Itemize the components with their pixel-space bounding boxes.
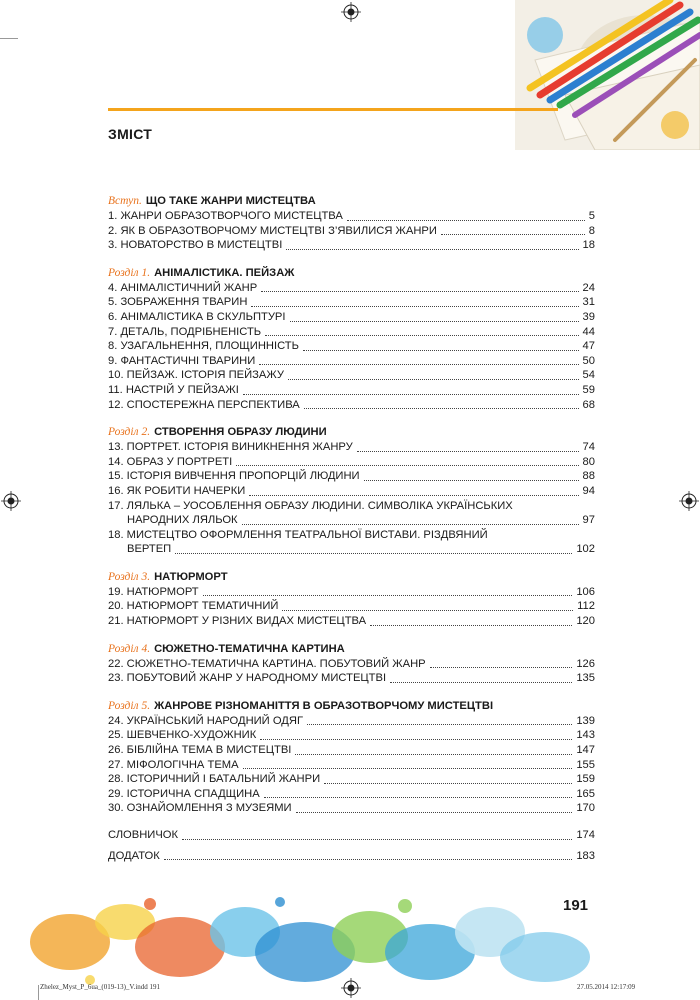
toc-entry[interactable]: 15. ІСТОРІЯ ВИВЧЕННЯ ПРОПОРЦІЙ ЛЮДИНИ 88 (108, 470, 595, 483)
page-ref: 139 (576, 714, 595, 727)
title-rule (108, 108, 558, 111)
page-ref: 80 (582, 455, 595, 468)
page-ref: 54 (582, 369, 595, 382)
page-ref: 135 (576, 672, 595, 685)
toc-entry[interactable]: 26. БІБЛІЙНА ТЕМА В МИСТЕЦТВІ 147 (108, 744, 595, 757)
print-footer-date: 27.05.2014 12:17:09 (577, 983, 636, 991)
toc-entry-wrapped[interactable]: 18. МИСТЕЦТВО ОФОРМЛЕННЯ ТЕАТРАЛЬНОЇ ВИСТАВИ. РІЗДВЯНИЙ ВЕРТЕП 102 (108, 528, 595, 556)
page-ref: 47 (582, 340, 595, 353)
page-ref: 106 (576, 585, 595, 598)
toc-entry[interactable]: 7. ДЕТАЛЬ, ПОДРІБНЕНІСТЬ 44 (108, 325, 595, 338)
toc-section-5 (108, 698, 595, 816)
page-ref: 59 (582, 383, 595, 396)
page-ref: 159 (576, 773, 595, 786)
toc-entry[interactable]: 14. ОБРАЗ У ПОРТРЕТІ 80 (108, 455, 595, 468)
page-ref: 68 (582, 398, 595, 411)
toc-entry[interactable]: 5. ЗОБРАЖЕННЯ ТВАРИН 31 (108, 296, 595, 309)
toc-entry-wrapped[interactable]: 17. ЛЯЛЬКА – УОСОБЛЕННЯ ОБРАЗУ ЛЮДИНИ. СИМВОЛІКА УКРАЇНСЬКИХ НАРОДНИХ ЛЯЛЬОК 97 (108, 499, 595, 527)
toc-entry[interactable]: 29. ІСТОРИЧНА СПАДЩИНА 165 (108, 787, 595, 800)
page-ref: 97 (582, 514, 595, 527)
page-ref: 112 (577, 600, 595, 613)
page-ref: 18 (582, 239, 595, 252)
toc-entry[interactable]: 25. ШЕВЧЕНКО-ХУДОЖНИК 143 (108, 729, 595, 742)
toc-entry[interactable]: 13. ПОРТРЕТ. ІСТОРІЯ ВИНИКНЕННЯ ЖАНРУ 74 (108, 441, 595, 454)
section-title: ЩО ТАКЕ ЖАНРИ МИСТЕЦТВА (145, 195, 316, 207)
page-ref: 74 (582, 441, 595, 454)
page-ref: 94 (582, 484, 595, 497)
toc-entry[interactable]: 3. НОВАТОРСТВО В МИСТЕЦТВІ 18 (108, 239, 595, 252)
toc-entry[interactable]: 12. СПОСТЕРЕЖНА ПЕРСПЕКТИВА 68 (108, 398, 595, 411)
registration-mark-right (679, 491, 699, 511)
page-ref: 165 (576, 787, 595, 800)
section-label: Розділ 3. (108, 570, 151, 583)
page-ref: 155 (576, 758, 595, 771)
print-footer-file: Zhelez_Myst_P_6ua_(019-13)_V.indd 191 (40, 983, 161, 991)
page-ref: 126 (576, 657, 595, 670)
toc-entry[interactable]: 10. ПЕЙЗАЖ. ІСТОРІЯ ПЕЙЗАЖУ 54 (108, 369, 595, 382)
toc-entry-glossary[interactable]: СЛОВНИЧОК 174 (108, 829, 595, 841)
page-ref: 120 (576, 615, 595, 628)
page-ref: 24 (582, 281, 595, 294)
page-ref: 183 (576, 849, 595, 862)
toc-entry[interactable]: 28. ІСТОРИЧНИЙ І БАТАЛЬНИЙ ЖАНРИ 159 (108, 773, 595, 786)
crop-mark-bottom-left (38, 985, 39, 1000)
toc-section-4 (108, 641, 595, 686)
toc-entry[interactable]: 23. ПОБУТОВИЙ ЖАНР У НАРОДНОМУ МИСТЕЦТВІ 135 (108, 672, 595, 685)
toc-entry[interactable]: 19. НАТЮРМОРТ 106 (108, 585, 595, 598)
toc-entry[interactable]: 27. МІФОЛОГІЧНА ТЕМА 155 (108, 758, 595, 771)
toc-entry[interactable]: 9. ФАНТАСТИЧНІ ТВАРИНИ 50 (108, 354, 595, 367)
section-label: Розділ 1. (108, 266, 151, 279)
section-title: АНІМАЛІСТИКА. ПЕЙЗАЖ (154, 266, 295, 279)
table-of-contents (108, 193, 595, 863)
section-label: Вступ. (108, 195, 142, 207)
toc-section-intro (108, 193, 595, 253)
page-ref: 102 (576, 543, 595, 556)
page-ref: 5 (588, 210, 595, 222)
toc-entry[interactable]: 2. ЯК В ОБРАЗОТВОРЧОМУ МИСТЕЦТВІ З’ЯВИЛИСЯ ЖАНРИ 8 (108, 224, 595, 237)
page-ref: 88 (582, 470, 595, 483)
toc-entry[interactable]: 16. ЯК РОБИТИ НАЧЕРКИ 94 (108, 484, 595, 497)
toc-entry[interactable]: 11. НАСТРІЙ У ПЕЙЗАЖІ 59 (108, 383, 595, 396)
page-ref: 143 (576, 729, 595, 742)
page-ref: 147 (576, 744, 595, 757)
section-title: СЮЖЕТНО-ТЕМАТИЧНА КАРТИНА (154, 642, 345, 655)
toc-entry[interactable]: 6. АНІМАЛІСТИКА В СКУЛЬПТУРІ 39 (108, 310, 595, 323)
section-title: ЖАНРОВЕ РІЗНОМАНІТТЯ В ОБРАЗОТВОРЧОМУ МИСТЕЦТВІ (154, 699, 494, 712)
art-supplies-image (505, 0, 700, 150)
page-ref: 8 (588, 224, 595, 237)
paint-splash-decoration (30, 892, 600, 987)
page-ref: 44 (582, 325, 595, 338)
toc-section-3 (108, 569, 595, 629)
toc-entry[interactable]: 8. УЗАГАЛЬНЕННЯ, ПЛОЩИННІСТЬ 47 (108, 340, 595, 353)
registration-mark-top (341, 2, 361, 22)
toc-entry[interactable]: 30. ОЗНАЙОМЛЕННЯ З МУЗЕЯМИ 170 (108, 802, 595, 815)
section-label: Розділ 2. (108, 426, 151, 439)
page-ref: 174 (576, 829, 595, 841)
page-ref: 39 (582, 310, 595, 323)
toc-entry[interactable]: 22. СЮЖЕТНО-ТЕМАТИЧНА КАРТИНА. ПОБУТОВИЙ ЖАНР 126 (108, 657, 595, 670)
toc-extras (108, 828, 595, 863)
section-label: Розділ 4. (108, 642, 151, 655)
toc-entry-appendix[interactable]: ДОДАТОК 183 (108, 849, 595, 862)
crop-mark-left (0, 38, 18, 39)
toc-entry[interactable]: 21. НАТЮРМОРТ У РІЗНИХ ВИДАХ МИСТЕЦТВА 120 (108, 615, 595, 628)
section-title: СТВОРЕННЯ ОБРАЗУ ЛЮДИНИ (154, 426, 327, 439)
section-title: НАТЮРМОРТ (154, 570, 228, 583)
page-number: 191 (563, 897, 589, 914)
page-ref: 170 (576, 802, 595, 815)
toc-section-2 (108, 424, 595, 557)
page-ref: 50 (582, 354, 595, 367)
toc-entry[interactable]: 20. НАТЮРМОРТ ТЕМАТИЧНИЙ 112 (108, 600, 595, 613)
registration-mark-left (1, 491, 21, 511)
page-title: ЗМІСТ (108, 126, 153, 142)
toc-entry[interactable]: 4. АНІМАЛІСТИЧНИЙ ЖАНР 24 (108, 281, 595, 294)
page-ref: 31 (582, 296, 595, 309)
toc-section-1 (108, 265, 595, 412)
toc-entry[interactable]: 1. ЖАНРИ ОБРАЗОТВОРЧОГО МИСТЕЦТВА 5 (108, 210, 595, 222)
section-label: Розділ 5. (108, 699, 151, 712)
toc-entry[interactable]: 24. УКРАЇНСЬКИЙ НАРОДНИЙ ОДЯГ 139 (108, 714, 595, 727)
